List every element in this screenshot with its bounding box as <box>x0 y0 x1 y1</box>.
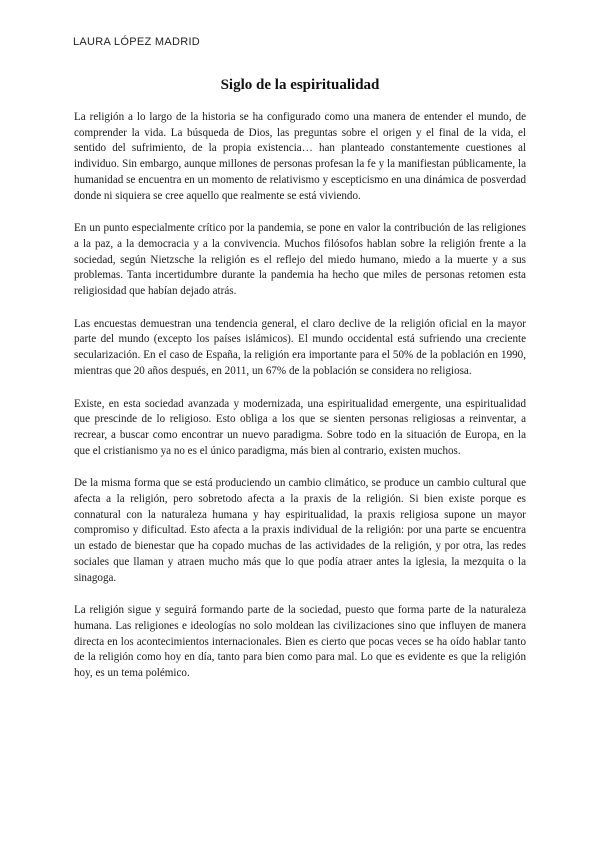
paragraph-1: La religión a lo largo de la historia se ha configurado como una manera de entender el mundo, de comprender la vida. La búsqueda de Dios, las preguntas sobre el origen y el final de la vida, el sentido del sufrimiento, de la propia existencia… han planteado constantemente cuestiones al individuo. Sin embargo, aunque millones de personas profesan la fe y la manifiestan públicamente, la humanidad se encuentra en un momento de relativismo y escepticismo en una dinámica de posverdad donde ni siquiera se cree aquello que realmente se está viviendo. <box>74 111 526 202</box>
paragraph-2: En un punto especialmente crítico por la pandemia, se pone en valor la contribución de las religiones a la paz, a la democracia y a la convivencia. Muchos filósofos hablan sobre la religión frente a la sociedad, según Nietzsche la religión es el reflejo del miedo humano, miedo a la muerte y a sus problemas. Tanta incertidumbre durante la pandemia ha hecho que miles de personas retomen esta religiosidad que habían dejado atrás. <box>74 222 526 298</box>
paragraph-4: Existe, en esta sociedad avanzada y modernizada, una espiritualidad emergente, una espiritualidad que prescinde de lo religioso. Esto obliga a los que se sienten personas religiosas a reinventar, a recrear, a buscar como encontrar un nuevo paradigma. Sobre todo en la situación de Europa, en la que el cristianismo ya no es el único paradigma, más bien al contrario, existen muchos. <box>74 397 526 457</box>
paragraph-3: Las encuestas demuestran una tendencia general, el claro declive de la religión oficial en la mayor parte del mundo (excepto los países islámicos). El mundo occidental está sufriendo una creciente secularización. En el caso de España, la religión era importante para el 50% de la población en 1990, mientras que 20 años después, en 2011, un 67% de la población se considera no religiosa. <box>74 317 526 377</box>
article-title: Siglo de la espiritualidad <box>220 77 380 93</box>
paragraph-6: La religión sigue y seguirá formando parte de la sociedad, puesto que forma parte de la naturaleza humana. Las religiones e ideologías no solo moldean las civilizaciones sino que influyen de manera directa en los acontecimientos internacionales. Bien es cierto que pocas veces se ha oído hablar tanto de la religión como hoy en día, tanto para bien como para mal. Lo que es evidente es que la religión hoy, es un tema polémico. <box>74 604 526 680</box>
article-body <box>74 110 526 699</box>
author-header: LAURA LÓPEZ MADRID <box>73 36 201 48</box>
paragraph-5: De la misma forma que se está produciendo un cambio climático, se produce un cambio cultural que afecta a la religión, pero sobretodo afecta a la praxis de la religión. Si bien existe porque es connatural con la naturaleza humana y hay espiritualidad, la praxis religiosa supone un mayor compromiso y dificultad. Esto afecta a la praxis individual de la religión: por una parte se encuentra un estado de bienestar que ha copado muchas de las actividades de la religión, y por otra, las redes sociales que llaman y atraen mucho más que lo que podía atraer antes la iglesia, la mezquita o la sinagoga. <box>74 477 526 584</box>
